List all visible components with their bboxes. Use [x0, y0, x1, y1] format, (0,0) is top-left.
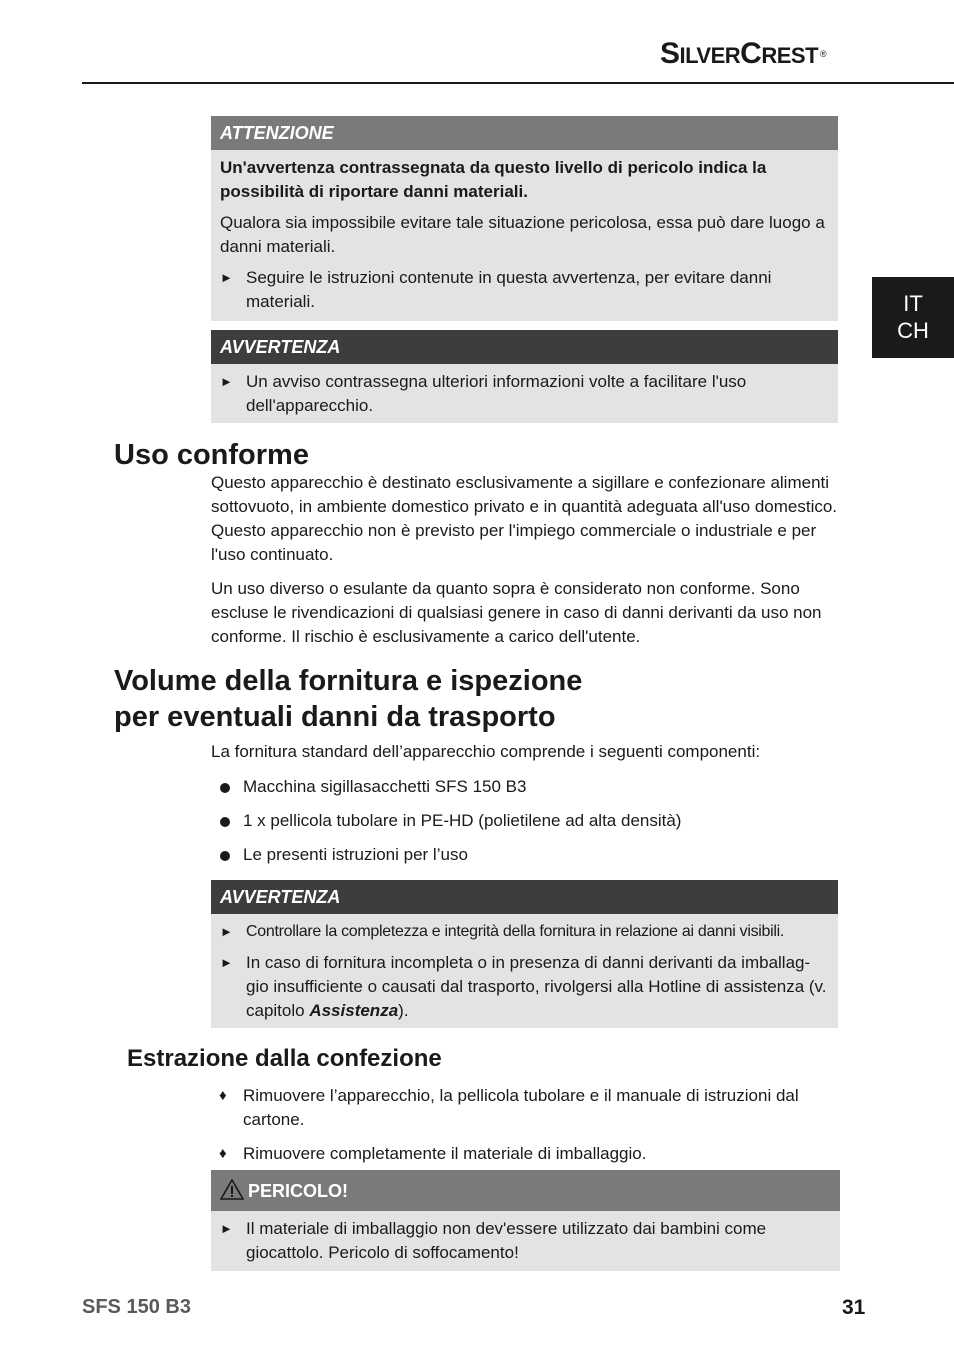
estrazione-heading: Estrazione dalla confezione	[127, 1045, 442, 1072]
arrow-bullet-icon: ►	[220, 270, 233, 285]
uso-para-2: Un uso diverso o esulante da quanto sopra è considerato non conforme. Sono escluse le rivendicazioni di qualsiasi genere in caso di danni derivanti da uso non conforme. Il rischio è esclusivamente a carico dell'utente.	[211, 579, 822, 646]
pericolo-title-bar	[211, 1170, 840, 1211]
list-item: Le presenti istruzioni per l’uso	[219, 843, 839, 867]
diamond-bullet-icon: ♦	[219, 1145, 227, 1162]
volume-list	[219, 775, 839, 877]
avvertenza-box-2	[211, 880, 838, 1028]
attenzione-bullet: ► Seguire le istruzioni contenute in questa avvertenza, per evitare danni materiali.	[220, 268, 772, 311]
page-number: 31	[842, 1296, 866, 1319]
assistenza-reference: Assistenza	[309, 1001, 399, 1020]
list-item: 1 x pellicola tubolare in PE-HD (polietilene ad alta densità)	[219, 809, 839, 833]
language-tab-line2: CH	[897, 318, 929, 343]
avvertenza-1-title: AVVERTENZA	[211, 330, 838, 364]
arrow-bullet-icon: ►	[220, 374, 233, 389]
list-item: ♦ Rimuovere completamente il materiale di imballaggio.	[219, 1142, 839, 1166]
uso-conforme-text	[211, 471, 841, 649]
bullet-dot-icon	[220, 851, 230, 861]
avvertenza-2-bullet-1: ► Controllare la completezza e integrità della fornitura in relazione ai danni visibili.	[220, 920, 828, 944]
attenzione-box	[211, 116, 838, 321]
pericolo-bullet: ► Il materiale di imballaggio non dev'essere utilizzato dai bambini come giocattolo. Pericolo di soffocamento!	[220, 1219, 767, 1262]
bullet-dot-icon	[220, 817, 230, 827]
avvertenza-2-bullet-2: ► In caso di fornitura incompleta o in presenza di danni derivanti da imballag-gio insufficiente o causati dal trasporto, rivolgersi alla Hotline di assistenza (v. capitolo Assistenza).	[220, 953, 827, 1020]
arrow-bullet-icon: ►	[220, 1221, 233, 1236]
avvertenza-1-bullet: ► Un avviso contrassegna ulteriori informazioni volte a facilitare l'uso dell'apparecchio.	[220, 372, 747, 415]
arrow-bullet-icon: ►	[220, 955, 233, 970]
list-item: Macchina sigillasacchetti SFS 150 B3	[219, 775, 839, 799]
pericolo-title: PERICOLO!	[248, 1181, 349, 1201]
language-tab	[872, 277, 954, 358]
avvertenza-box-1	[211, 330, 838, 423]
estrazione-list	[219, 1084, 839, 1176]
attenzione-title: ATTENZIONE	[211, 116, 838, 150]
attenzione-bold-text: Un'avvertenza contrassegnata da questo livello di pericolo indica la possibilità di riportare danni materiali.	[220, 158, 767, 201]
bullet-dot-icon	[220, 783, 230, 793]
volume-heading: Volume della fornitura e ispezione per eventuali danni da trasporto	[114, 665, 583, 733]
pericolo-box	[211, 1170, 840, 1271]
volume-intro: La fornitura standard dell’apparecchio comprende i seguenti componenti:	[211, 742, 761, 761]
header-rule	[82, 82, 954, 84]
warning-triangle-icon	[220, 1179, 244, 1200]
list-item: ♦ Rimuovere l’apparecchio, la pellicola tubolare e il manuale di istruzioni dal cartone.	[219, 1086, 799, 1129]
language-tab-line1: IT	[903, 291, 923, 316]
diamond-bullet-icon: ♦	[219, 1087, 227, 1104]
attenzione-text: Qualora sia impossibile evitare tale situazione pericolosa, essa può dare luogo a danni materiali.	[220, 213, 825, 256]
brand-logo: SILVERCREST ®	[660, 37, 827, 70]
avvertenza-2-title: AVVERTENZA	[211, 880, 838, 914]
uso-para-1: Questo apparecchio è destinato esclusivamente a sigillare e confezionare alimenti sottovuoto, in ambiente domestico privato e in quantità adeguata all'uso domestico. Questo apparecchio non è previsto per l'impiego commerciale o industriale e per l'uso continuato.	[211, 473, 838, 564]
uso-conforme-heading: Uso conforme	[114, 439, 309, 471]
footer-model: SFS 150 B3	[82, 1296, 191, 1318]
arrow-bullet-icon: ►	[220, 924, 233, 939]
